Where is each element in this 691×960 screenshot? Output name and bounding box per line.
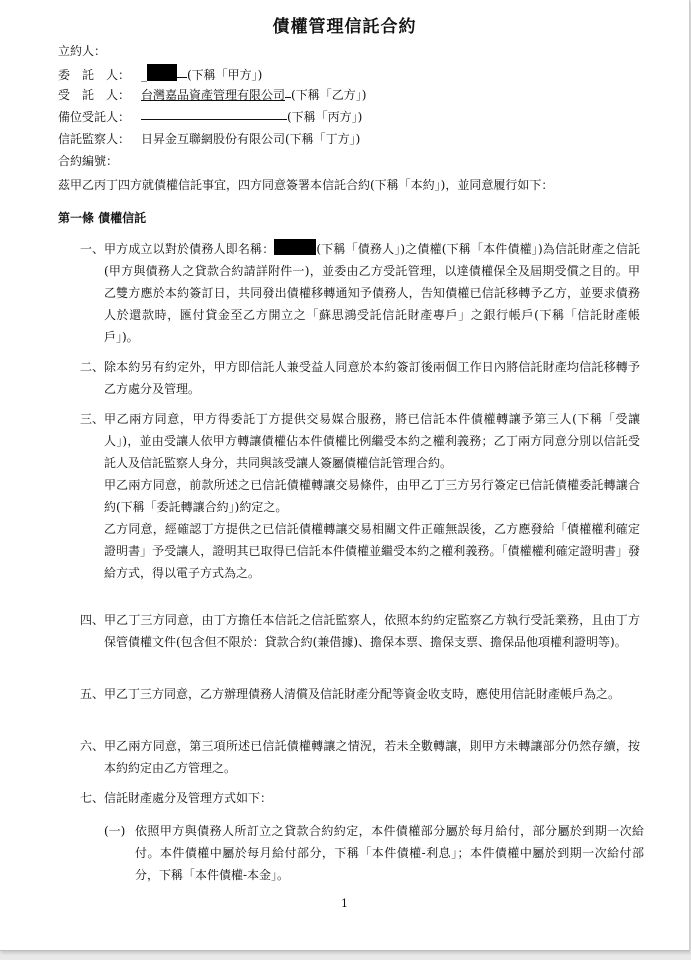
trustee-label: 受 託 人：	[58, 88, 131, 102]
party-entrustor	[58, 64, 262, 83]
party-backup-trustee	[58, 108, 362, 125]
parties-header: 立約人：	[58, 44, 107, 58]
clause-3-paragraph-2: 甲乙兩方同意，前款所述之已信託債權轉讓交易條件，由甲乙丁三方另行簽定已信託債權委託轉讓合約(下稱「委託轉讓合約」)約定之。	[104, 478, 640, 514]
clause-6-text: 甲乙兩方同意，第三項所述已信託債權轉讓之情況，若未全數轉讓，則甲方未轉讓部分仍然存續，按本約約定由乙方管理之。	[104, 739, 640, 775]
clause-6	[80, 735, 640, 779]
entrustor-underline	[177, 77, 187, 78]
trustee-name: 台灣嘉品資產管理有限公司	[141, 88, 286, 102]
redacted-debtor-name	[274, 239, 316, 255]
clause-5	[80, 683, 640, 705]
contract-number: 合約編號：	[58, 154, 119, 168]
entrustor-suffix: (下稱「甲方」)	[187, 68, 263, 82]
clause-number: 六、	[80, 739, 105, 753]
clause-number: 二、	[80, 360, 105, 374]
clause-1-text-start: 甲方成立以對於債務人即名稱：	[104, 242, 275, 256]
subclause-number: (一)	[104, 824, 126, 838]
supervisor-label: 信託監察人：	[58, 132, 131, 146]
clause-number: 五、	[80, 687, 105, 701]
supervisor-name: 日昇金互聯網股份有限公司(下稱「丁方」)	[141, 132, 361, 146]
backup-trustee-blank	[141, 119, 287, 120]
clause-3-paragraph-3: 乙方同意，經確認丁方提供之已信託債權轉讓交易相關文件正確無誤後，乙方應發給「債權權利確定證明書」予受讓人，證明其已取得已信託本件債權並繼受本約之權利義務。「債權權利確定證明書」發給方式，得以電子方式為之。	[104, 522, 640, 580]
backup-label: 備位受託人：	[58, 110, 131, 124]
clause-2-text: 除本約另有約定外，甲方即信託人兼受益人同意於本約簽訂後兩個工作日內將信託財產均信託移轉予乙方處分及管理。	[104, 360, 640, 396]
entrustor-blank: _	[141, 68, 147, 82]
party-trustee	[58, 86, 366, 103]
clause-4	[80, 609, 640, 653]
trustee-suffix: (下稱「乙方」)	[291, 88, 367, 102]
clause-1	[80, 238, 640, 348]
contract-title: 債權管理信託合約	[272, 17, 417, 37]
redacted-entrustor-name	[147, 64, 177, 81]
entrustor-label: 委 託 人：	[58, 68, 131, 82]
clause-1-text-rest: (下稱「債務人」)之債權(下稱「本件債權」)為信託財產之信託(甲方與債務人之貸款合約請詳附件一)，並委由乙方受託管理，以達債權保全及屆期受償之目的。甲乙雙方應於本約簽訂日，共同發出債權移轉通知予債務人，告知債權已信託移轉予乙方，並要求債務人於還款時，匯付貸金至乙方開立之「蘇思鴻受託信託財產專戶」之銀行帳戶(下稱「信託財產帳戶」)。	[104, 242, 640, 344]
intro-paragraph: 茲甲乙丙丁四方就債權信託事宜，四方同意簽署本信託合約(下稱「本約」)，並同意履行如下：	[58, 178, 554, 192]
clause-5-text: 甲乙丁三方同意，乙方辦理債務人清償及信託財產分配等資金收支時，應使用信託財產帳戶為之。	[104, 687, 621, 701]
clause-number: 一、	[80, 242, 105, 256]
subclause-text: 依照甲方與債務人所訂立之貸款合約約定，本件債權部分屬於每月給付，部分屬於到期一次給付。本件債權中屬於每月給付部分，下稱「本件債權-利息」；本件債權中屬於到期一次給付部分，下稱「本件債權-本金」。	[135, 824, 644, 882]
clause-3	[80, 408, 640, 584]
clause-4-text: 甲乙丁三方同意，由丁方擔任本信託之信託監察人，依照本約約定監察乙方執行受託業務，且由丁方保管債權文件(包含但不限於：貸款合約(兼借據)、擔保本票、擔保支票、擔保品他項權利證明等)。	[104, 613, 640, 649]
clause-3-paragraph-1: 甲乙兩方同意，甲方得委託丁方提供交易媒合服務，將已信託本件債權轉讓予第三人(下稱「受讓人」)，並由受讓人依甲方轉讓債權佔本件債權比例繼受本約之權利義務；乙丁兩方同意分別以信託受託人及信託監察人身分，共同與該受讓人簽屬債權信託管理合約。	[104, 412, 640, 470]
clause-7	[80, 787, 640, 809]
clause-number: 七、	[80, 791, 105, 805]
article-1-heading: 第一條 債權信託	[58, 211, 147, 225]
clause-number: 四、	[80, 613, 105, 627]
subclause-7-1	[104, 820, 644, 886]
backup-suffix: (下稱「丙方」)	[287, 110, 363, 124]
party-supervisor	[58, 130, 360, 147]
clause-number: 三、	[80, 412, 105, 426]
clause-2	[80, 356, 640, 400]
page-number: 1	[341, 897, 348, 910]
clause-7-text: 信託財產處分及管理方式如下：	[104, 791, 273, 805]
